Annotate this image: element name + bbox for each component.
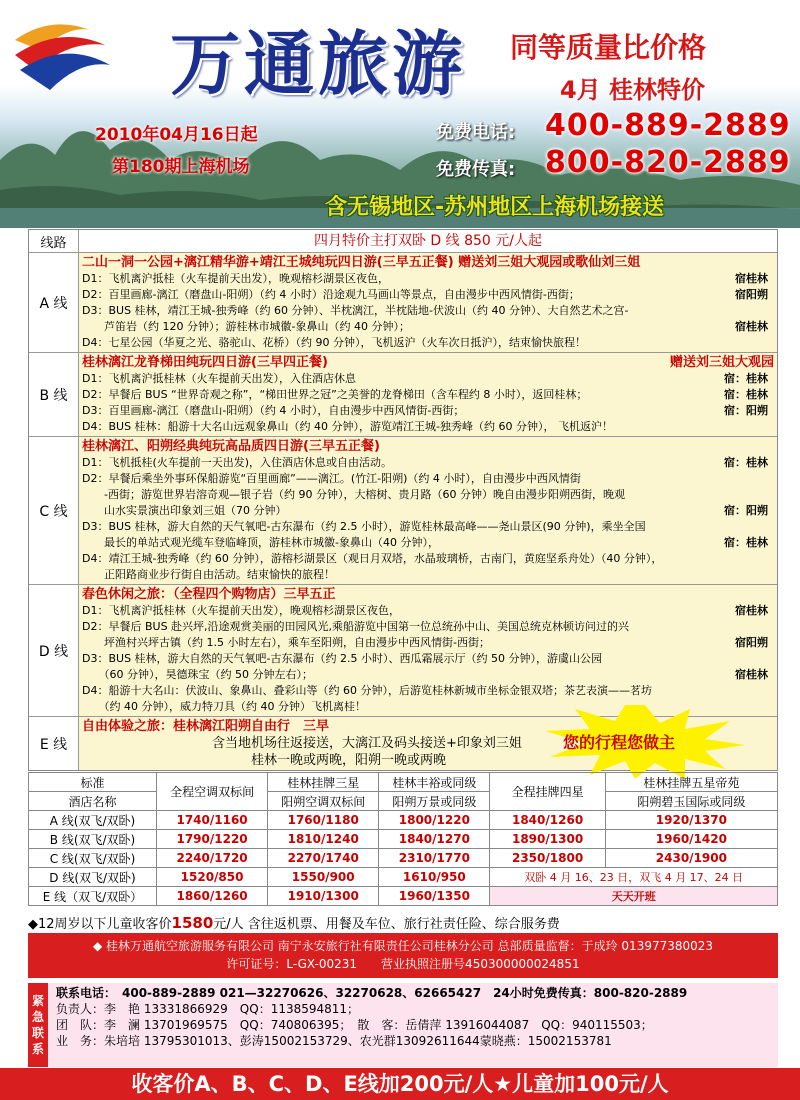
- contact-team[interactable]: 团 队：李 澜 13701969575 QQ：740806395； 散 客：岳倩萍 13916044087 QQ：940115503；: [56, 1018, 653, 1032]
- price-cell: 1960/1350: [379, 887, 490, 906]
- company-line2: 许可证号：L-GX-00231 营业执照注册号450300000024851: [226, 957, 580, 971]
- fax-label: 免费传真:: [436, 159, 516, 180]
- itinerary-text: D2：早餐后乘坐外事环保船游览“百里画廊”——漓江。(竹江-阳朔)（约 4 小时），自由漫步中西风情街: [82, 472, 581, 485]
- itinerary-line: [82, 667, 774, 683]
- price-cell: 1890/1300: [490, 830, 605, 849]
- hotel-city: [768, 619, 774, 635]
- itinerary-line: [82, 419, 774, 435]
- pickup-notice: 含无锡地区-苏州地区上海机场接送: [325, 195, 665, 220]
- price-row-name: B 线(双飞/双卧): [29, 830, 157, 849]
- itinerary-text: 坪渔村兴坪古镇（约 1.5 小时左右），乘车至阳朔，自由漫步中西风情街-西街；: [82, 636, 490, 649]
- route-label: A 线: [29, 253, 79, 352]
- route-row: [29, 353, 777, 437]
- hotel-city: [768, 683, 774, 699]
- price-column-header: 桂林挂牌五星帝苑: [605, 773, 777, 792]
- itinerary-line: [82, 519, 774, 535]
- itinerary-text: D4：BUS 桂林：船游十大名山远观象鼻山（约 40 分钟），游览靖江王城-独秀峰（约 60 分钟）， 飞机返沪！: [82, 420, 613, 433]
- bottom-surcharge-banner: 收客价A、B、C、D、E线加200元/人★儿童加100元/人: [0, 1068, 800, 1100]
- price-row: [29, 868, 778, 887]
- child-price: 1580: [171, 914, 214, 932]
- price-row-name: E 线（双飞/双卧）: [29, 887, 157, 906]
- itinerary-text: D3：百里画廊-漓江（磨盘山-阳朔）（约 4 小时），自由漫步中西风情街-西街；: [82, 404, 465, 417]
- route-row: [29, 253, 777, 353]
- hotel-city: 宿桂林: [735, 320, 768, 333]
- route-body: [79, 353, 777, 436]
- hotel-city: 宿：桂林: [724, 388, 768, 401]
- price-schedule-note: 天天开班: [490, 887, 778, 906]
- price-header-row: [29, 773, 778, 792]
- itinerary-line: [82, 651, 774, 667]
- hotel-city: [768, 519, 774, 535]
- child-note-pre: ◆12周岁以下儿童收客价: [28, 917, 172, 932]
- itinerary-text: D4：靖江王城-独秀峰（约 60 分钟），游榕杉湖景区（观日月双塔，水晶玻璃桥，古南门，黄庭坚系舟处）（40 分钟），: [82, 552, 663, 565]
- itinerary-text: D1：飞机离沪抵桂（火车提前天出发），晚观榕杉湖景区夜色，: [82, 272, 389, 285]
- itinerary-line: [82, 387, 774, 403]
- price-cell: 1550/900: [268, 868, 379, 887]
- itinerary-line: [82, 603, 774, 619]
- badge-char: 联: [31, 1026, 44, 1040]
- phone-number[interactable]: 400-889-2889: [545, 108, 791, 143]
- price-cell: 1740/1160: [157, 811, 268, 830]
- hotel-city: 宿阳朔: [735, 636, 768, 649]
- hotel-city: [768, 651, 774, 667]
- itinerary-line: [82, 335, 774, 351]
- itinerary-text: D4：船游十大名山：伏波山、象鼻山、叠彩山等（约 60 分钟），后游览桂林新城市坐标金银双塔；茶艺表演——茗坊: [82, 684, 652, 697]
- price-cell: 1610/950: [379, 868, 490, 887]
- company-line1: ◆ 桂林万通航空旅游服务有限公司 南宁永安旅行社有限责任公司桂林分公司 总部质量监督：于成玲 013977380023: [92, 939, 714, 953]
- hotel-city: [768, 487, 774, 503]
- hotel-city: [768, 419, 774, 435]
- hotel-city: [768, 752, 774, 769]
- badge-char: 紧: [31, 994, 44, 1008]
- badge-char: 急: [31, 1010, 44, 1024]
- route-title-bonus: 赠送刘三姐大观园: [669, 355, 774, 370]
- itinerary-line: [82, 455, 774, 471]
- price-column-header: 桂林挂牌三星: [268, 773, 379, 792]
- price-cell: 1840/1270: [379, 830, 490, 849]
- hotel-city: 宿：桂林: [724, 536, 768, 549]
- company-info-bar: [28, 933, 778, 978]
- hotel-city: [768, 471, 774, 487]
- price-column-header: 桂林丰裕或同级: [379, 773, 490, 792]
- price-cell: 1520/850: [157, 868, 268, 887]
- itinerary-line: [82, 287, 774, 303]
- price-table: [28, 772, 778, 906]
- price-cell: 1790/1220: [157, 830, 268, 849]
- route-title-text: 自由体验之旅：桂林漓江阳朔自由行 三早: [82, 719, 330, 734]
- hotel-city: 宿阳朔: [735, 288, 768, 301]
- burst-slogan: 您的行程您做主: [563, 733, 676, 752]
- itinerary-text: D3：BUS 桂林，游大自然的天气氧吧-古东瀑布（约 2.5 小时）、西瓜霜展示厅（约 50 分钟），游虞山公园: [82, 652, 602, 665]
- price-cell: 1760/1180: [268, 811, 379, 830]
- itinerary-line: [82, 319, 774, 335]
- price-row: [29, 830, 778, 849]
- itinerary-text: 山水实景演出印象刘三姐（70 分钟）: [82, 504, 287, 517]
- itinerary-line: [82, 619, 774, 635]
- itinerary-line: [82, 487, 774, 503]
- price-cell: 2350/1800: [490, 849, 605, 868]
- itinerary-text: 最长的单站式观光缆车登临峰顶，游桂林市城徽-象鼻山（40 分钟），: [82, 536, 439, 549]
- hotel-city: 宿桂林: [735, 604, 768, 617]
- hotel-city: 宿桂林: [735, 272, 768, 285]
- route-body: [79, 585, 777, 716]
- route-label: E 线: [29, 717, 79, 770]
- route-header-title: 四月特价主打双卧 D 线 850 元/人起: [79, 230, 777, 252]
- contact-manager[interactable]: 负责人：李 艳 13331866929 QQ：1138594811；: [56, 1002, 360, 1016]
- itinerary-line: [82, 271, 774, 287]
- price-cell: 1920/1370: [605, 811, 777, 830]
- itinerary-line: [82, 635, 774, 651]
- itinerary-text: （约 40 分钟），威力特刀具（约 40 分钟）飞机离桂！: [82, 700, 366, 713]
- price-row: [29, 887, 778, 906]
- itinerary-line: [82, 303, 774, 319]
- route-label: B 线: [29, 353, 79, 436]
- hotel-city: [768, 735, 774, 752]
- price-cell: 1910/1300: [268, 887, 379, 906]
- route-title-text: 桂林漓江龙脊梯田纯玩四日游(三早四正餐): [82, 355, 328, 370]
- itinerary-line: [82, 567, 774, 583]
- hotel-city: 宿桂林: [735, 668, 768, 681]
- price-corner-top: 标准: [29, 773, 157, 792]
- price-cell: 1860/1260: [157, 887, 268, 906]
- route-header-label: 线路: [29, 230, 79, 252]
- itinerary-text: 芦笛岩（约 120 分钟）；游桂林市城徽-象鼻山（约 40 分钟）；: [82, 320, 410, 333]
- route-title: [82, 254, 774, 271]
- itinerary-text: D2：百里画廊-漓江（磨盘山-阳朔）（约 4 小时）沿途观九马画山等景点，自由漫步中西风情街-西街；: [82, 288, 580, 301]
- logo-wave-icon: [10, 10, 160, 100]
- price-cell: 2240/1720: [157, 849, 268, 868]
- contact-section: [28, 983, 778, 1067]
- price-column-subheader: 阳朔碧玉国际或同级: [605, 792, 777, 811]
- price-cell: 1810/1240: [268, 830, 379, 849]
- price-column-header: 全程空调双标间: [157, 773, 268, 811]
- hotel-city: [768, 335, 774, 351]
- route-body: [79, 437, 777, 584]
- urgent-contact-badge: [28, 983, 48, 1067]
- issue-number: 第180期上海机场: [112, 157, 250, 177]
- price-schedule-note: 双卧 4 月 16、23 日，双飞 4 月 17、24 日: [490, 868, 778, 887]
- price-cell: 2270/1740: [268, 849, 379, 868]
- price-cell: 2310/1770: [379, 849, 490, 868]
- phone-label: 免费电话:: [436, 122, 516, 143]
- itinerary-line: [82, 403, 774, 419]
- price-header-row: [29, 792, 778, 811]
- child-price-note: [28, 913, 560, 932]
- price-cell: 1840/1260: [490, 811, 605, 830]
- hotel-city: [768, 699, 774, 715]
- price-row-name: D 线(双飞/双卧): [29, 868, 157, 887]
- contact-business[interactable]: 业 务：朱培培 13795301013、彭涛15002153729、农光群13092611644蒙晓燕：15002153781: [56, 1034, 612, 1048]
- itinerary-text: D4：七星公园（华夏之光、骆驼山、花桥）（约 90 分钟），飞机返沪（火车次日抵沪），结束愉快旅程！: [82, 336, 586, 349]
- hotel-city: 宿：桂林: [724, 372, 768, 385]
- route-label: D 线: [29, 585, 79, 716]
- itinerary-text: D2：早餐后 BUS 赴兴坪,沿途观赏美丽的田园风光,乘船游览中国第一位总统孙中山、美国总统克林顿访问过的兴: [82, 620, 630, 633]
- start-date: 2010年04月16日起: [95, 125, 258, 145]
- route-title-text: 桂林漓江、阳朔经典纯玩高品质四日游(三早五正餐): [82, 439, 380, 454]
- itinerary-text: D3：BUS 桂林，靖江王城-独秀峰（约 60 分钟）、半枕漓江，半枕陆地-伏波山（约 40 分钟）、大自然艺术之宫-: [82, 304, 629, 317]
- fax-number[interactable]: 800-820-2889: [545, 145, 791, 180]
- price-cell: 2430/1900: [605, 849, 777, 868]
- slogan-quality: 同等质量比价格: [510, 31, 707, 64]
- header-banner: [0, 0, 800, 228]
- route-title-text: 二山一洞一公园+漓江精华游+靖江王城纯玩四日游(三早五正餐) 赠送刘三姐大观园或歌仙刘三姐: [82, 255, 641, 270]
- price-cell: 1800/1220: [379, 811, 490, 830]
- price-row: [29, 811, 778, 830]
- itinerary-text: D1：飞机离沪抵桂林（火车提前天出发），入住酒店休息: [82, 372, 356, 385]
- route-row: [29, 585, 777, 717]
- itinerary-line: [82, 503, 774, 519]
- slogan-april-special: 4月 桂林特价: [560, 76, 706, 104]
- itinerary-line: [82, 683, 774, 699]
- itinerary-text: D2：早餐后 BUS “世界奇观之称”，“梯田世界之冠”之美誉的龙脊梯田（含车程约 8 小时），返回桂林；: [82, 388, 588, 401]
- itinerary-text: 桂林一晚或两晚，阳朔一晚或两晚: [82, 753, 447, 768]
- itinerary-line: [82, 371, 774, 387]
- itinerary-line: [82, 535, 774, 551]
- itinerary-line: [82, 551, 774, 567]
- hotel-city: 宿：阳朔: [724, 404, 768, 417]
- route-title: [82, 354, 774, 371]
- itinerary-text: 含当地机场往返接送，大漓江及码头接送+印象刘三姐: [82, 736, 522, 751]
- price-corner-bottom: 酒店名称: [29, 792, 157, 811]
- route-table: [28, 229, 778, 771]
- itinerary-text: （60 分钟），昊德珠宝（约 50 分钟左右）；: [82, 668, 313, 681]
- child-note-post: 元/人 含往返机票、用餐及车位、旅行社责任险、综合服务费: [213, 917, 560, 932]
- hotel-city: 宿：桂林: [724, 456, 768, 469]
- hotel-city: [768, 567, 774, 583]
- hotel-city: [768, 303, 774, 319]
- price-column-header: 全程挂牌四星: [490, 773, 605, 811]
- route-title: [82, 586, 774, 603]
- price-row-name: C 线(双飞/双卧): [29, 849, 157, 868]
- price-column-subheader: 阳朔空调双标间: [268, 792, 379, 811]
- badge-char: 系: [31, 1042, 44, 1056]
- itinerary-text: D3：BUS 桂林，游大自然的天气氧吧-古东瀑布（约 2.5 小时），游览桂林最高峰——尧山景区(90 分钟)，乘坐全国: [82, 520, 646, 533]
- route-body: [79, 253, 777, 352]
- price-cell: 1960/1420: [605, 830, 777, 849]
- contact-phones[interactable]: 联系电话： 400-889-2889 021—32270626、32270628、62665427 24小时免费传真：800-820-2889: [56, 986, 688, 1000]
- itinerary-text: D1：飞机离沪抵桂林（火车提前天出发），晚观榕杉湖景区夜色，: [82, 604, 400, 617]
- itinerary-text: -西街；游览世界岩溶奇观—银子岩（约 90 分钟），大榕树、贵月路（60 分钟）晚自由漫步阳朔西街，晚观: [82, 488, 625, 501]
- route-title-text: 春色休闲之旅：（全程四个购物店）三早五正: [82, 587, 336, 602]
- price-column-subheader: 阳朔万景或同级: [379, 792, 490, 811]
- itinerary-line: [82, 471, 774, 487]
- hotel-city: [768, 551, 774, 567]
- hotel-city: 宿：阳朔: [724, 504, 768, 517]
- route-title: [82, 438, 774, 455]
- brand-name: 万通旅游: [170, 22, 466, 105]
- itinerary-text: D1：飞机抵桂(火车提前一天出发)，入住酒店休息或自由活动。: [82, 456, 393, 469]
- route-header-row: [29, 230, 777, 253]
- itinerary-text: 正阳路商业步行街自由活动。结束愉快的旅程！: [82, 568, 335, 581]
- route-label: C 线: [29, 437, 79, 584]
- price-row-name: A 线(双飞/双卧): [29, 811, 157, 830]
- price-row: [29, 849, 778, 868]
- route-row: [29, 437, 777, 585]
- contact-list: [48, 983, 778, 1067]
